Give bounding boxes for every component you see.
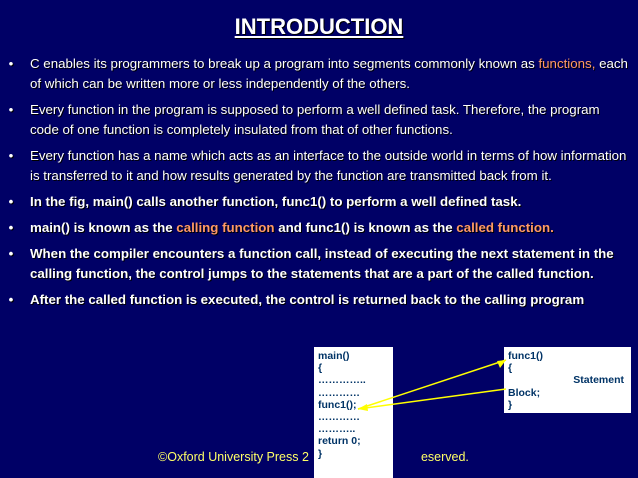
bullet-text: each of which can be written more or less independently of the others. [30,56,628,91]
footer-right-text: eserved. [420,450,469,464]
call-arrowhead [497,360,506,368]
main-line: main() [318,350,350,362]
slide-title: INTRODUCTION [234,14,404,39]
bullet-text: Every function has a name which acts as an interface to the outside world in terms of how information is transferred to it and how results generated by the function are transmitted back from it. [30,148,627,183]
bullet-marker: • [8,102,14,117]
bullet-text: After the called function is executed, the control is returned back to the calling program [30,292,585,307]
main-line: { [318,362,323,375]
bullet-text: Every function in the program is supposed to perform a well defined task. Therefore, the program code of one function is completely insulated from that of other functions. [30,102,600,137]
main-line: } [318,447,323,460]
bullet-marker: • [8,246,14,261]
func1-line: func1() [508,350,543,362]
func1-line: { [508,362,513,375]
highlighted-term: called function. [456,220,554,235]
bullet-marker: • [8,194,14,209]
func1-line: Block; [508,386,541,399]
bullet-text: C enables its programmers to break up a program into segments commonly known as [30,56,539,71]
bullet-text: In the fig, main() calls another function, func1() to perform a well defined task. [30,194,522,209]
main-line: ………….. [318,374,366,387]
call-arrow [358,360,506,409]
statement-label: Statement [573,374,624,387]
bullet-text: main() is known as the [30,220,177,235]
bullet-marker: • [8,292,14,307]
bullet-marker: • [8,220,14,235]
footer-copyright [158,447,469,464]
footer-left-text: Oxford University Press 2 [167,450,309,464]
return-arrowhead [358,404,368,411]
main-line: return 0; [318,435,361,448]
return-arrow [358,389,506,409]
bullet-text: When the compiler encounters a function call, instead of executing the next statement in the calling function, the control jumps to the statements that are a part of the called function. [30,246,614,281]
main-call-line: func1(); [318,398,357,411]
func1-line: } [508,398,513,411]
main-line: ………… [318,386,360,399]
bullet-marker: • [8,148,14,163]
main-line: ……….. [318,423,356,436]
highlighted-term: calling function [176,220,275,235]
highlighted-term: functions, [538,56,596,71]
bullet-marker: • [8,56,14,71]
bullet-text: and func1() is known as the [274,220,457,235]
copyright-symbol: © [158,450,168,464]
main-line: ………… [318,411,360,424]
